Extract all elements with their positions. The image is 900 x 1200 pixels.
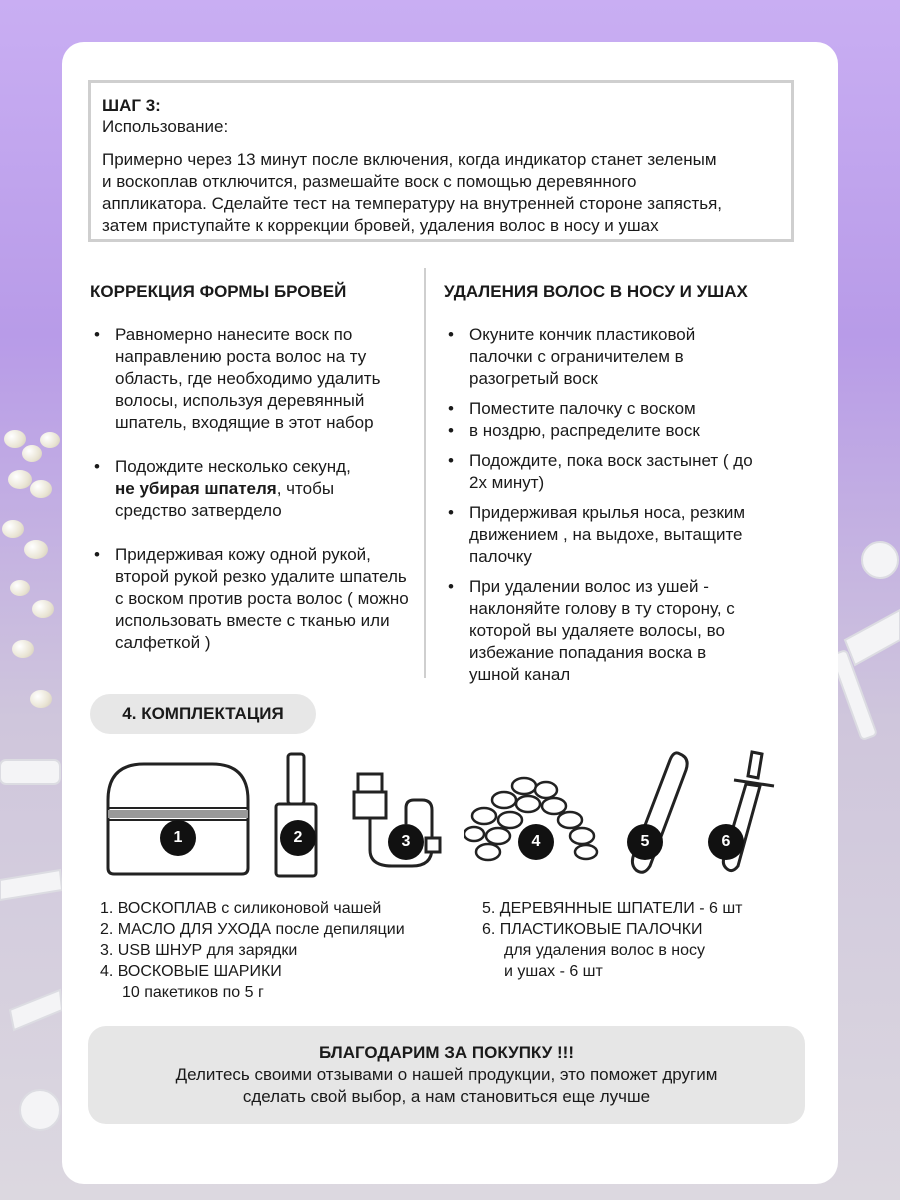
nose-steps-list xyxy=(444,324,824,686)
brow-correction-section xyxy=(90,282,410,676)
kit-right-extra-1: для удаления волос в носу xyxy=(504,942,706,959)
list-item xyxy=(482,940,742,961)
list-item: • Придерживая кожу одной рукой, второй рукой резко удалите шпатель с воском против роста волос ( можно использовать вместе с тканью или салфеткой ) xyxy=(90,544,410,654)
nose-step-2b: в ноздрю, распределите воск xyxy=(469,421,700,440)
instruction-card xyxy=(62,42,838,1184)
brow-section-title: КОРРЕКЦИЯ ФОРМЫ БРОВЕЙ xyxy=(90,282,347,301)
list-item: • При удалении волос из ушей - наклоняйте голову в ту сторону, с которой вы удаляете волосы, во избежание попадания воска в ушной канал xyxy=(444,576,824,686)
list-item xyxy=(100,982,405,1003)
list-item: • Окуните кончик пластиковой палочки с ограничителем в разогретый воск xyxy=(444,324,824,390)
thanks-title: БЛАГОДАРИМ ЗА ПОКУПКУ !!! xyxy=(318,1043,574,1062)
nose-ear-section xyxy=(444,282,824,694)
list-item: • Подождите, пока воск застынет ( до 2х минут) xyxy=(444,450,824,494)
step-line-4: затем приступайте к коррекции бровей, удаления волос в носу и ушах xyxy=(102,216,659,235)
item-number-4: 4 xyxy=(518,824,554,860)
list-item: 5. ДЕРЕВЯННЫЕ ШПАТЕЛИ - 6 шт xyxy=(482,900,743,917)
list-item: 6. ПЛАСТИКОВЫЕ ПАЛОЧКИ xyxy=(482,921,703,938)
item-number-2: 2 xyxy=(280,820,316,856)
step-subtitle: Использование: xyxy=(102,117,229,136)
item-number-6: 6 xyxy=(708,824,744,860)
thanks-line-2: сделать свой выбор, а нам становиться еще лучше xyxy=(242,1087,651,1106)
step-line-2: и воскоплав отключится, размешайте воск с помощью деревянного xyxy=(102,172,637,191)
nose-section-title: УДАЛЕНИЯ ВОЛОС В НОСУ И УШАХ xyxy=(444,282,748,301)
list-item xyxy=(444,398,824,420)
step-title: ШАГ 3: xyxy=(102,96,161,115)
list-item xyxy=(482,961,742,982)
list-item xyxy=(444,420,824,442)
wooden-spatula-icon xyxy=(624,748,694,878)
kit-section-title: 4. КОМПЛЕКТАЦИЯ xyxy=(90,694,316,734)
kit-list-right xyxy=(482,898,742,982)
list-item: 2. МАСЛО ДЛЯ УХОДА после депиляции xyxy=(100,921,405,938)
item-number-5: 5 xyxy=(627,824,663,860)
list-item: • Равномерно нанесите воск по направлению роста волос на ту область, где необходимо удалить волосы, используя деревянный шпатель, входящие в этот набор xyxy=(90,324,410,434)
kit-right-extra-2: и ушах - 6 шт xyxy=(504,963,603,980)
step-3-box xyxy=(88,80,794,242)
kit-left-extra: 10 пакетиков по 5 г xyxy=(122,984,264,1001)
wait-text-bold: не убирая шпателя xyxy=(115,479,277,498)
oil-bottle-icon xyxy=(272,752,322,882)
list-item: 1. ВОСКОПЛАВ с силиконовой чашей xyxy=(100,900,382,917)
item-number-1: 1 xyxy=(160,820,196,856)
wait-text-after: , чтобы средство затвердело xyxy=(115,479,335,520)
kit-illustrations xyxy=(62,742,838,882)
column-divider xyxy=(424,268,426,678)
thanks-banner xyxy=(88,1026,805,1124)
item-number-3: 3 xyxy=(388,824,424,860)
wait-text-before: Подождите несколько секунд, xyxy=(115,457,351,476)
nose-step-2a: Поместите палочку с воском xyxy=(469,399,696,418)
step-line-3: аппликатора. Сделайте тест на температуру на внутренней стороне запястья, xyxy=(102,194,723,213)
list-item: 4. ВОСКОВЫЕ ШАРИКИ xyxy=(100,963,282,980)
step-line-1: Примерно через 13 минут после включения, когда индикатор станет зеленым xyxy=(102,150,717,169)
thanks-line-1: Делитесь своими отзывами о нашей продукции, это поможет другим xyxy=(175,1065,718,1084)
list-item: • Придерживая крылья носа, резким движением , на выдохе, вытащите палочку xyxy=(444,502,824,568)
brow-steps-list xyxy=(90,324,410,654)
list-item xyxy=(90,456,410,522)
list-item: 3. USB ШНУР для зарядки xyxy=(100,942,298,959)
kit-list-left xyxy=(100,898,405,1003)
